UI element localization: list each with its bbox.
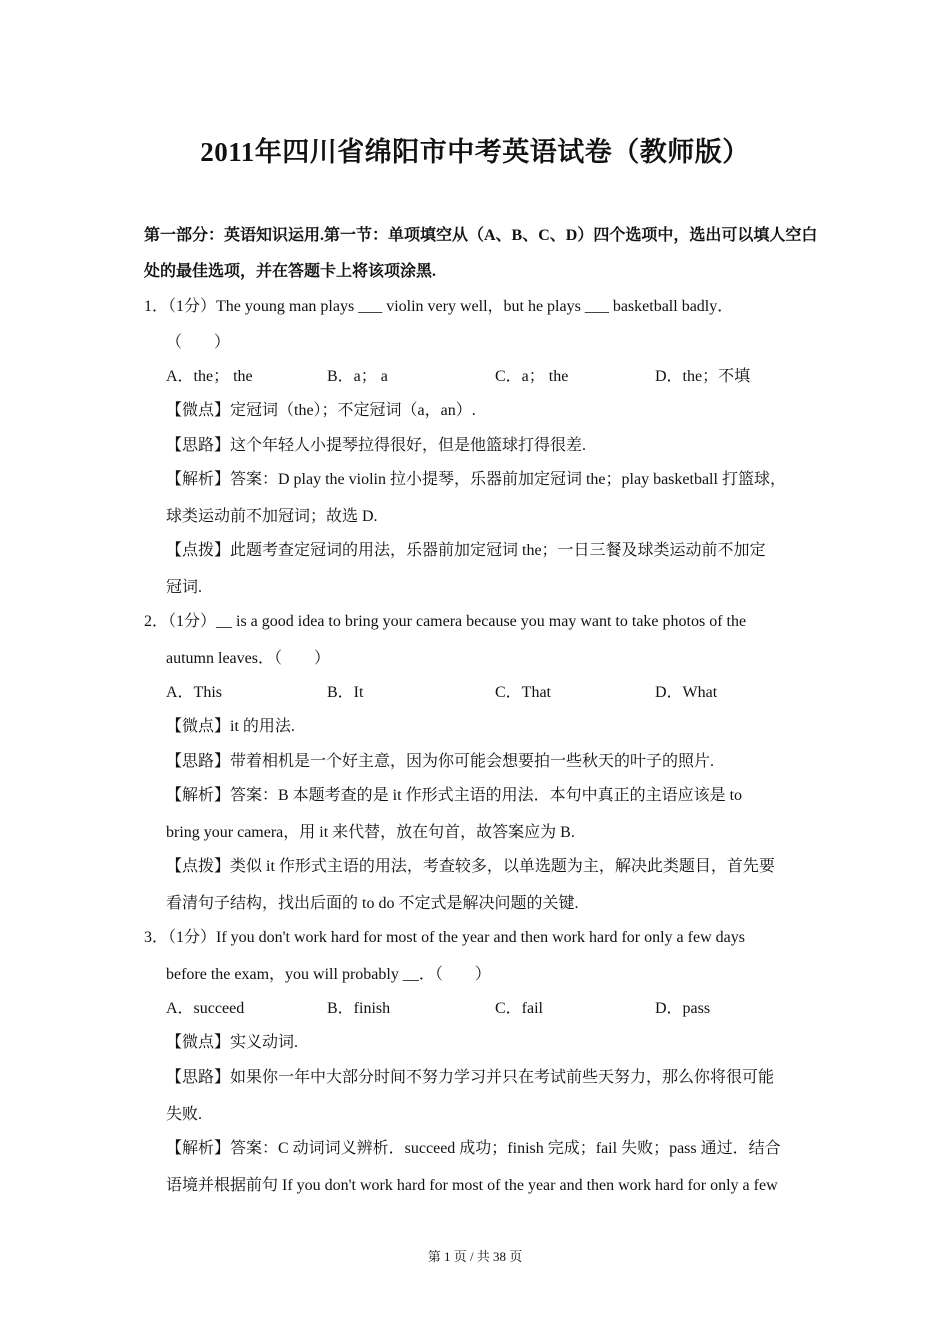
question-3-option-c: C．fail bbox=[495, 1000, 543, 1017]
question-1-option-a: A．the； the bbox=[166, 368, 253, 385]
question-3-idea-line-2: 失败. bbox=[166, 1106, 203, 1123]
question-1-idea: 【思路】这个年轻人小提琴拉得很好，但是他篮球打得很差. bbox=[166, 437, 587, 454]
question-2-idea: 【思路】带着相机是一个好主意，因为你可能会想要拍一些秋天的叶子的照片. bbox=[166, 753, 715, 770]
question-1-option-c: C．a； the bbox=[495, 368, 569, 385]
question-1-analysis-line-2: 球类运动前不加冠词；故选 D. bbox=[166, 508, 378, 525]
question-2-option-d: D．What bbox=[655, 684, 718, 701]
page-title: 2011年四川省绵阳市中考英语试卷（教师版） bbox=[200, 137, 750, 167]
page-footer: 第 1 页 / 共 38 页 bbox=[427, 1249, 523, 1264]
question-2-stem-line-2: autumn leaves．（ ） bbox=[166, 650, 330, 667]
question-2-tip-line-1: 【点拨】类似 it 作形式主语的用法，考查较多，以单选题为主，解决此类题目，首先要 bbox=[166, 858, 775, 875]
question-2-option-c: C．That bbox=[495, 684, 551, 701]
question-2-option-b: B．It bbox=[327, 684, 364, 701]
question-3-analysis-line-1: 【解析】答案：C 动词词义辨析．succeed 成功；finish 完成；fail 失败；pass 通过．结合 bbox=[166, 1140, 781, 1157]
question-3-stem: 3．（1分）If you don't work hard for most of the year and then work hard for only a few days bbox=[144, 929, 745, 946]
question-1-tip-line-2: 冠词. bbox=[166, 579, 203, 596]
question-3-analysis-line-2: 语境并根据前句 If you don't work hard for most of the year and then work hard for only a few bbox=[166, 1177, 778, 1194]
question-1-option-d: D．the；不填 bbox=[655, 368, 751, 385]
question-1-bracket: （ ） bbox=[166, 334, 231, 351]
question-2-analysis-line-1: 【解析】答案：B 本题考查的是 it 作形式主语的用法．本句中真正的主语应该是 to bbox=[166, 787, 743, 804]
question-1-stem: 1．（1分）The young man plays ___ violin very well，but he plays ___ basketball badly． bbox=[144, 298, 734, 315]
section-instructions: 第一部分：英语知识运用.第一节：单项填空从（A、B、C、D）四个选项中，选出可以填人空白处的最佳选项，并在答题卡上将该项涂黑. bbox=[144, 227, 818, 280]
question-3-idea-line-1: 【思路】如果你一年中大部分时间不努力学习并只在考试前些天努力，那么你将很可能 bbox=[166, 1069, 775, 1086]
question-2-option-a: A．This bbox=[166, 684, 223, 701]
question-2-stem: 2．（1分）__ is a good idea to bring your camera because you may want to take photos of the bbox=[144, 613, 747, 630]
question-3-option-a: A．succeed bbox=[166, 1000, 245, 1017]
question-1-point: 【微点】定冠词（the）；不定冠词（a，an）. bbox=[166, 402, 476, 419]
question-1-analysis-line-1: 【解析】答案：D play the violin 拉小提琴，乐器前加定冠词 the；play basketball 打篮球， bbox=[166, 471, 786, 488]
question-2-analysis-line-2: bring your camera，用 it 来代替，放在句首，故答案应为 B. bbox=[166, 824, 575, 841]
question-3-point: 【微点】实义动词. bbox=[166, 1034, 299, 1051]
question-2-tip-line-2: 看清句子结构，找出后面的 to do 不定式是解决问题的关键. bbox=[166, 895, 579, 912]
question-3-option-b: B．finish bbox=[327, 1000, 391, 1017]
question-2-point: 【微点】it 的用法. bbox=[166, 718, 295, 735]
question-1-option-b: B．a； a bbox=[327, 368, 388, 385]
question-3-option-d: D．pass bbox=[655, 1000, 711, 1017]
question-1-tip-line-1: 【点拨】此题考查定冠词的用法，乐器前加定冠词 the；一日三餐及球类运动前不加定 bbox=[166, 542, 766, 559]
question-3-stem-line-2: before the exam，you will probably __．（ ） bbox=[166, 966, 491, 983]
